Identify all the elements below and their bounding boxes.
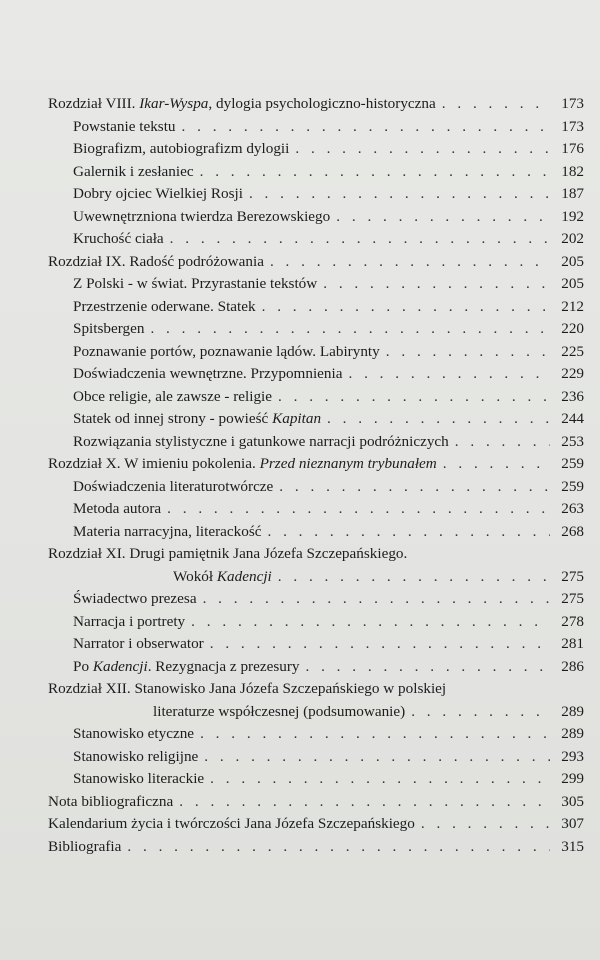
toc-leader-dots [127,836,550,859]
toc-entry-title: Rozdział XI. Drugi pamiętnik Jana Józefa Szczepańskiego. [48,545,408,562]
toc-entry-title: Narracja i portrety [73,612,186,630]
toc-page-number: 220 [561,320,584,337]
toc-page-number: 225 [561,342,584,360]
toc-entry-title: Świadectwo prezesa [73,590,197,607]
toc-entry [48,296,584,319]
toc-leader-dots [182,116,550,139]
toc-leader-dots [167,498,550,521]
toc-entry [48,836,584,859]
toc-entry [48,206,584,229]
toc-entry-title: Materia narracyjna, literackość [73,522,262,540]
toc-entry-title: Kalendarium życia i twórczości Jana Józefa Szczepańskiego [48,815,415,832]
toc-page-number: 315 [561,837,584,855]
toc-entry-title: Galernik i zesłaniec [73,162,194,180]
toc-entry [48,453,584,476]
toc-entry-title: Stanowisko etyczne [73,725,195,742]
toc-entry [48,746,584,769]
toc-page-number: 173 [561,95,584,112]
toc-entry-title: Narrator i obserwator [73,635,204,652]
toc-leader-dots [442,93,550,116]
toc-entry [48,633,584,656]
toc-entry [48,273,584,296]
toc-entry [48,521,584,544]
toc-page-number: 305 [561,792,584,810]
toc-entry-title: Rozdział X. W imieniu pokolenia. Przed nieznanym trybunałem [48,455,437,472]
toc-entry-title: Stanowisko literackie [73,770,205,787]
toc-page-number: 286 [561,657,584,675]
toc-entry [48,768,584,791]
toc-leader-dots [150,318,550,341]
toc-leader-dots [262,296,550,319]
toc-leader-dots [191,611,550,634]
toc-page-number: 229 [561,365,584,382]
toc-entry-title: Uwewnętrzniona twierdza Berezowskiego [73,207,331,225]
toc-entry-title: Statek od innej strony - powieść Kapitan [73,410,322,427]
toc-page-number: 263 [561,500,584,517]
toc-entry-title: Po Kadencji. Rezygnacja z prezesury [73,657,300,675]
toc-leader-dots [179,791,550,814]
toc-page-number: 293 [561,747,584,765]
toc-leader-dots [278,566,550,589]
toc-entry-title: Metoda autora [73,500,162,517]
toc-entry [48,251,584,274]
toc-entry-title: Rozdział VIII. Ikar-Wyspa, dylogia psychologiczno-historyczna [48,95,436,112]
toc-entry [48,678,584,701]
toc-entry [48,408,584,431]
toc-leader-dots [455,431,550,454]
toc-entry-title: Stanowisko religijne [73,747,199,765]
toc-page-number: 236 [561,387,584,405]
toc-page-number: 205 [561,275,584,292]
toc-entry [48,588,584,611]
toc-entry [48,498,584,521]
toc-leader-dots [327,408,550,431]
toc-page-number: 259 [561,455,584,472]
toc-entry [48,93,584,116]
toc-entry-title: Przestrzenie oderwane. Statek [73,297,256,315]
toc-entry-title: Obce religie, ale zawsze - religie [73,387,273,405]
toc-entry [48,386,584,409]
toc-leader-dots [295,138,550,161]
toc-entry [48,228,584,251]
toc-page-number: 173 [561,117,584,135]
toc-page-number: 192 [561,207,584,225]
toc-page-number: 278 [561,612,584,630]
toc-page-number: 307 [561,815,584,832]
toc-entry-title: Kruchość ciała [73,230,164,247]
toc-entry-title: Spitsbergen [73,320,145,337]
toc-page-number: 259 [561,477,584,495]
toc-page-number: 268 [561,522,584,540]
toc-leader-dots [210,633,550,656]
toc-entry-title: Powstanie tekstu [73,117,176,135]
toc-entry [48,813,584,836]
toc-entry-title: Z Polski - w świat. Przyrastanie tekstów [73,275,318,292]
toc-page-number: 205 [561,252,584,270]
toc-entry [48,318,584,341]
toc-leader-dots [336,206,550,229]
toc-page-number: 253 [561,432,584,450]
toc-entry [48,611,584,634]
toc-leader-dots [267,521,550,544]
toc-page-number: 244 [561,410,584,427]
toc-entry [48,161,584,184]
toc-entry [48,701,584,724]
toc-leader-dots [421,813,550,836]
toc-page-number: 212 [561,297,584,315]
toc-leader-dots [278,386,550,409]
toc-entry-title: Bibliografia [48,837,122,855]
toc-entry-title: Nota bibliograficzna [48,792,174,810]
toc-entry [48,363,584,386]
toc-leader-dots [323,273,550,296]
toc-entry-title: Biografizm, autobiografizm dylogii [73,140,290,157]
toc-entry [48,543,584,566]
toc-entry-title: Doświadczenia literaturotwórcze [73,477,274,495]
toc-entry [48,723,584,746]
toc-entry [48,476,584,499]
toc-entry-title: Rozdział IX. Radość podróżowania [48,252,264,270]
toc-entry [48,116,584,139]
toc-leader-dots [443,453,550,476]
toc-entry [48,431,584,454]
toc-entry [48,791,584,814]
toc-page-number: 289 [561,702,584,720]
toc-leader-dots [279,476,550,499]
toc-leader-dots [411,701,550,724]
toc-entry [48,138,584,161]
toc-leader-dots [386,341,550,364]
toc-leader-dots [249,183,550,206]
toc-leader-dots [270,251,550,274]
toc-leader-dots [348,363,550,386]
toc-page-number: 176 [561,140,584,157]
toc-leader-dots [203,588,550,611]
toc-leader-dots [170,228,550,251]
toc-entry-title: Doświadczenia wewnętrzne. Przypomnienia [73,365,343,382]
toc-page-number: 299 [561,770,584,787]
toc-page-number: 187 [561,185,584,202]
toc-entry-title: Poznawanie portów, poznawanie lądów. Labirynty [73,342,380,360]
toc-page-number: 281 [561,635,584,652]
toc-entry [48,341,584,364]
toc-entry [48,566,584,589]
toc-page-number: 289 [561,725,584,742]
toc-page-number: 275 [561,567,584,585]
toc-entry-title: Dobry ojciec Wielkiej Rosji [73,185,243,202]
toc-entry-title: Wokół Kadencji [173,567,272,585]
toc-leader-dots [200,723,550,746]
toc-page-number: 182 [561,162,584,180]
toc-entry-title: literaturze współczesnej (podsumowanie) [153,702,406,720]
toc-leader-dots [200,161,550,184]
toc-entry [48,183,584,206]
toc-entry [48,656,584,679]
toc-leader-dots [305,656,550,679]
toc-entry-title: Rozdział XII. Stanowisko Jana Józefa Szczepańskiego w polskiej [48,680,447,697]
toc-leader-dots [210,768,550,791]
toc-page-number: 202 [561,230,584,247]
table-of-contents [48,93,584,858]
toc-page-number: 275 [561,590,584,607]
toc-leader-dots [204,746,550,769]
toc-entry-title: Rozwiązania stylistyczne i gatunkowe narracji podróżniczych [73,432,449,450]
